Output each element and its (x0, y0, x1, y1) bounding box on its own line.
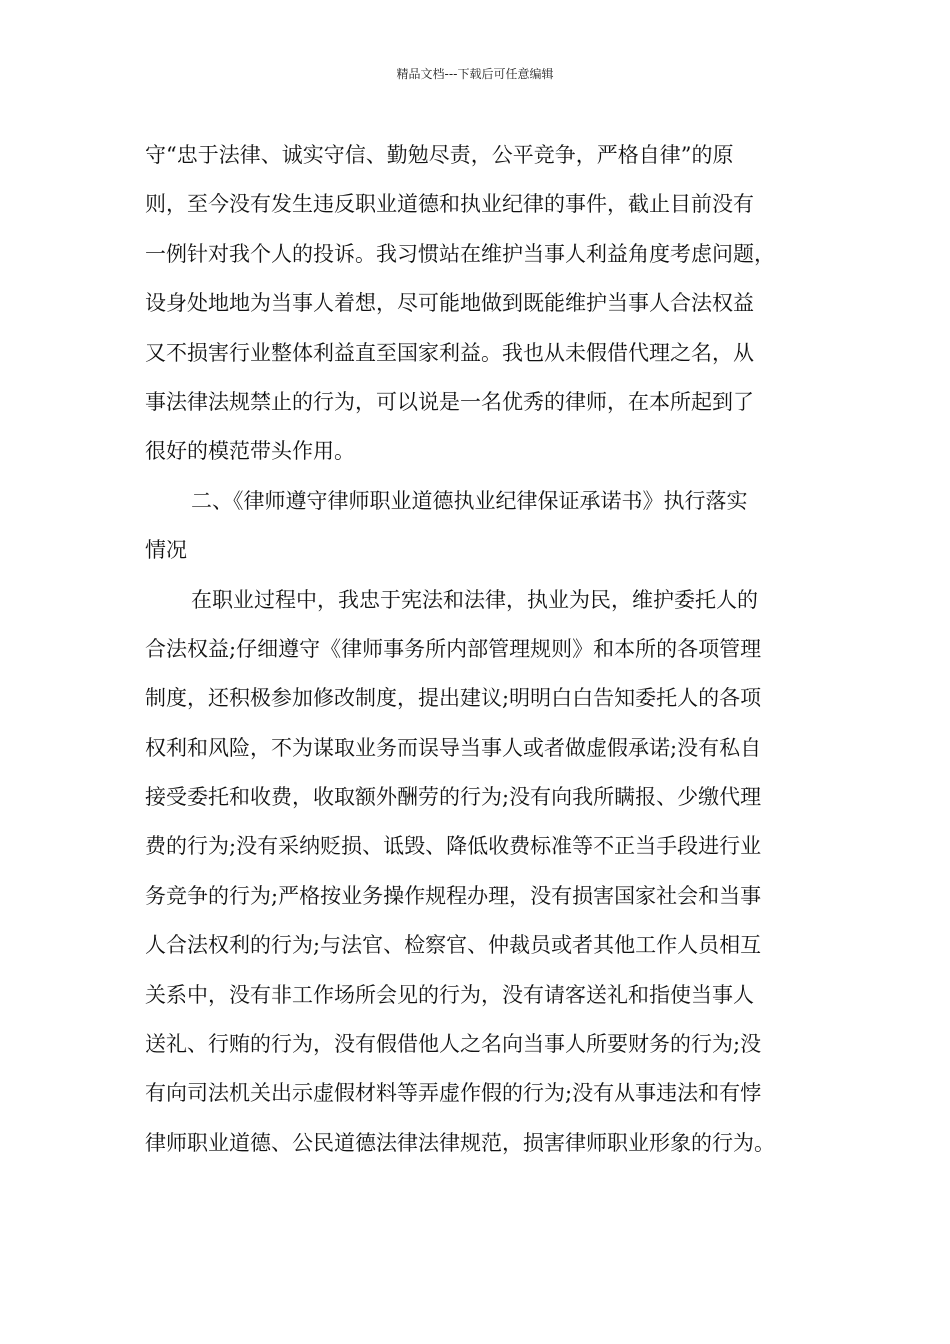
text-line: 权利和风险，不为谋取业务而误导当事人或者做虚假承诺;没有私自 (145, 735, 762, 760)
text-line: 有向司法机关出示虚假材料等弄虚作假的行为;没有从事违法和有悖 (145, 1081, 762, 1106)
page-header: 精品文档---下载后可任意编辑 (396, 67, 554, 81)
document-body (145, 131, 825, 1168)
text-line: 合法权益;仔细遵守《律师事务所内部管理规则》和本所的各项管理 (145, 636, 762, 661)
text-line: 设身处地地为当事人着想，尽可能地做到既能维护当事人合法权益 (145, 291, 754, 316)
text-line: 人合法权利的行为;与法官、检察官、仲裁员或者其他工作人员相互 (145, 933, 762, 958)
text-line: 律师职业道德、公民道德法律法律规范，损害律师职业形象的行为。 (145, 1130, 775, 1155)
text-line: 一例针对我个人的投诉。我习惯站在维护当事人利益角度考虑问题， (145, 241, 775, 266)
text-line: 关系中，没有非工作场所会见的行为，没有请客送礼和指使当事人 (145, 982, 754, 1007)
text-line: 又不损害行业整体利益直至国家利益。我也从未假借代理之名，从 (145, 340, 754, 365)
text-line: 接受委托和收费，收取额外酬劳的行为;没有向我所瞒报、少缴代理 (145, 785, 762, 810)
text-line: 二、《律师遵守律师职业道德执业纪律保证承诺书》执行落实 (191, 488, 748, 513)
text-line: 事法律法规禁止的行为，可以说是一名优秀的律师，在本所起到了 (145, 389, 754, 414)
text-line: 守“忠于法律、诚实守信、勤勉尽责，公平竞争，严格自律”的原 (145, 143, 734, 167)
text-line: 送礼、行贿的行为，没有假借他人之名向当事人所要财务的行为;没 (145, 1032, 762, 1057)
text-line: 很好的模范带头作用。 (145, 439, 355, 464)
paragraph-1 (145, 131, 825, 477)
text-line: 在职业过程中，我忠于宪法和法律，执业为民，维护委托人的 (191, 587, 758, 612)
text-line: 费的行为;没有采纳贬损、诋毁、降低收费标准等不正当手段进行业 (145, 834, 762, 859)
text-line: 情况 (145, 538, 187, 563)
paragraph-3 (145, 576, 825, 1169)
text-line: 则，至今没有发生违反职业道德和执业纪律的事件，截止目前没有 (145, 192, 754, 217)
section-heading (145, 477, 825, 576)
text-line: 制度，还积极参加修改制度，提出建议;明明白白告知委托人的各项 (145, 686, 762, 711)
text-line: 务竞争的行为;严格按业务操作规程办理，没有损害国家社会和当事 (145, 883, 762, 908)
